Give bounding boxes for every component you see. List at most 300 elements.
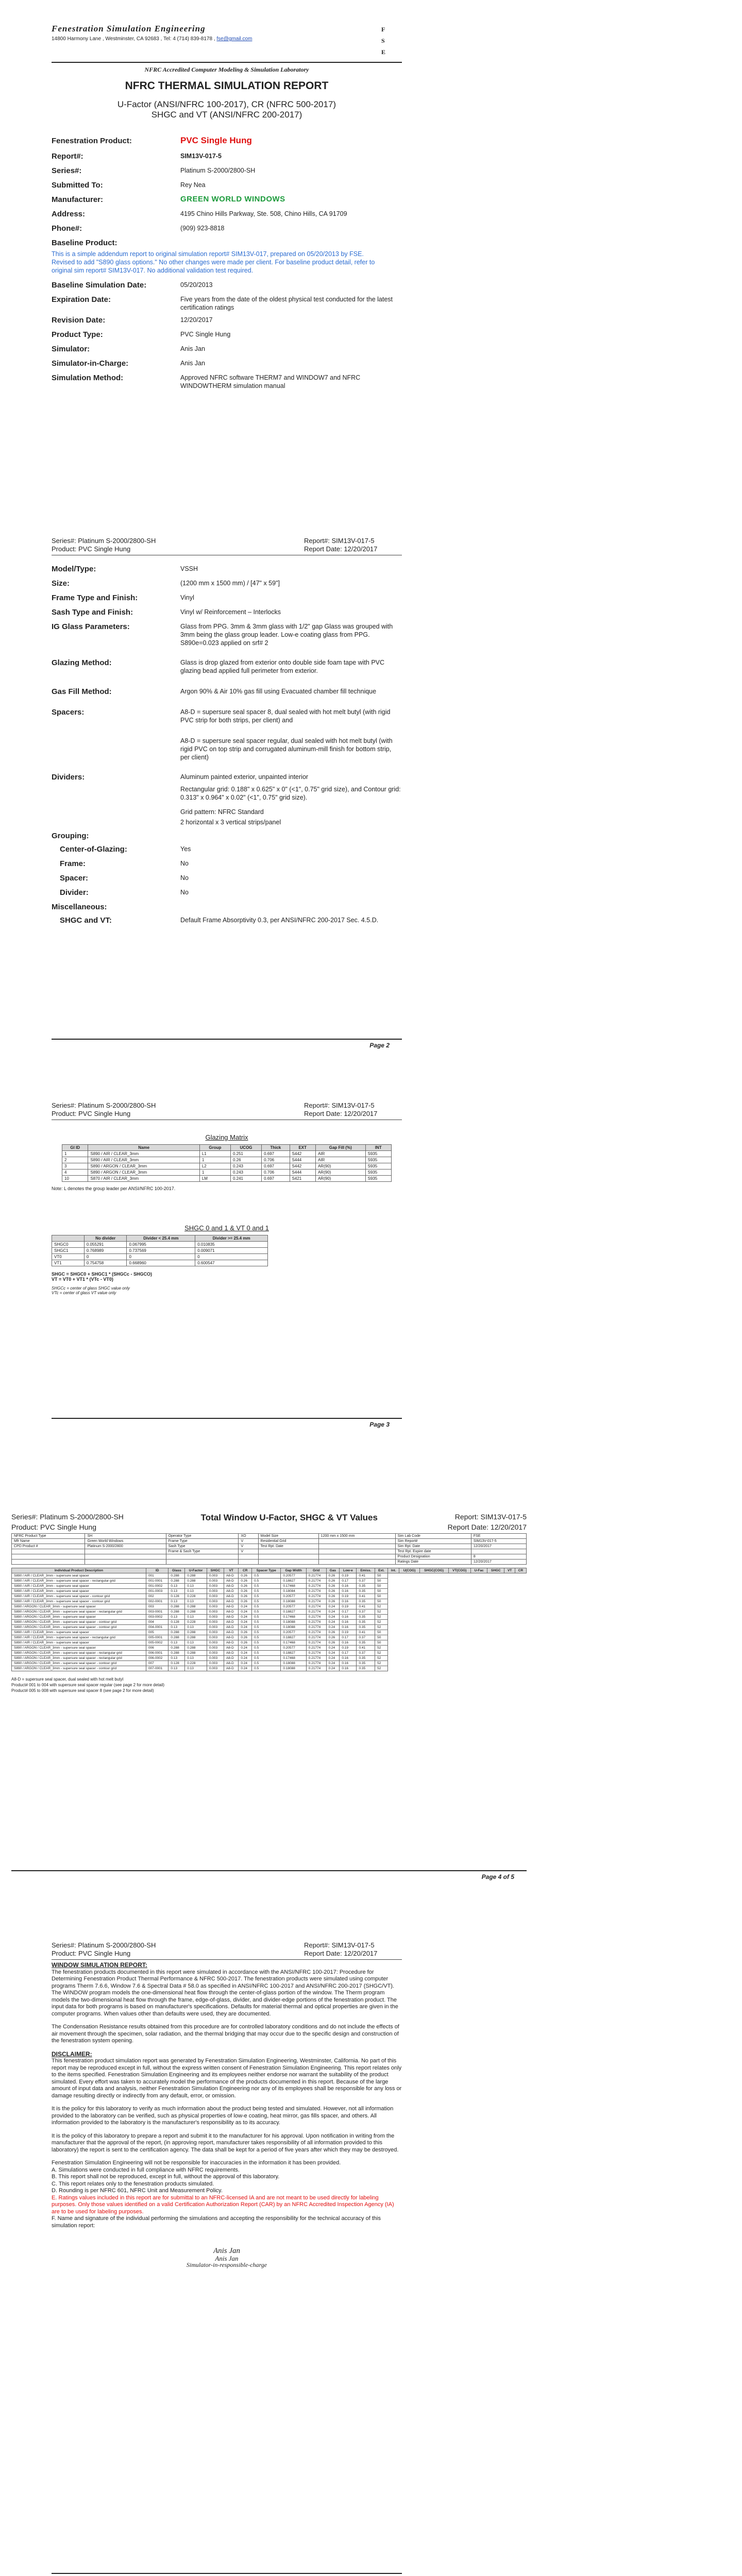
table-cell: Sim Rpt. Date — [395, 1544, 471, 1549]
field-baseline-date: Baseline Simulation Date: 05/20/2013 — [52, 281, 213, 290]
list-item: B. This report shall not be reproduced, except in full, without the approval of this laboratory. — [52, 2174, 280, 2180]
disclaimer-p3: It is the policy of this laboratory to prepare a report and submit it to the manufacturer for his approval. Upon notification in writing from the manufacturer that the approval of the report, (in approving report, manufacturer takes responsibility of all information provided to this laboratory) the report is sent to the certification agency. The data shall be kept for a period of five years after which they may be destroyed. — [52, 2132, 399, 2153]
table-cell — [85, 1549, 166, 1554]
table-cell: 0.288 — [168, 1646, 185, 1651]
field-spacer-group: Spacer: No — [60, 874, 189, 883]
table-cell: AR(90) — [315, 1163, 365, 1170]
table-cell — [318, 1539, 395, 1544]
table-cell: 0.288 — [168, 1579, 185, 1584]
table-cell: 006-0002 — [146, 1656, 168, 1661]
table-row — [52, 1242, 268, 1248]
lab-brand: Fenestration Simulation Engineering — [52, 24, 206, 33]
list-item: A. Simulations were conducted in full compliance with NFRC requirements. — [52, 2166, 240, 2173]
table-cell: 50 — [375, 1573, 388, 1579]
table-cell — [318, 1554, 395, 1560]
table-cell: S890 / ARGON / CLEAR_3mm - supersure seal spacer - rectangular grid — [12, 1651, 146, 1656]
table-cell: 0.288 — [168, 1573, 185, 1579]
column-header: ID — [146, 1568, 168, 1573]
column-header: Gl ID — [62, 1145, 88, 1151]
table-cell: 0.26 — [239, 1584, 252, 1589]
column-header: Group — [199, 1145, 230, 1151]
table-cell: 0.228 — [185, 1594, 207, 1599]
table-cell: 0.228 — [185, 1620, 207, 1625]
table-cell: 0.288 — [185, 1579, 207, 1584]
table-cell: 52 — [375, 1651, 388, 1656]
table-cell: 0.20577 — [281, 1604, 306, 1609]
table-cell: 0.5 — [252, 1609, 281, 1615]
table-cell: L2 — [199, 1163, 230, 1170]
column-header: Int. — [388, 1568, 399, 1573]
column-header: SHGC(COG) — [419, 1568, 448, 1573]
table-cell: 004 — [146, 1620, 168, 1625]
cr-paragraph: The Condensation Resistance results obtained from this procedure are for controlled laboratory conditions and do not include the effects of air movement through the specimen, solar radiation, and the thermal bridging that may occur due to the specific design and construction of the fenestration system opening. — [52, 2024, 399, 2044]
table-cell: Residential Grid — [258, 1539, 318, 1544]
table-row — [62, 1176, 392, 1182]
table-cell: S890 / AIR / CLEAR_3mm - supersure seal spacer - rectangular grid — [12, 1635, 146, 1640]
table-row — [12, 1635, 527, 1640]
table-cell — [85, 1560, 166, 1565]
table-cell: S890 / AIR / CLEAR_3mm — [88, 1151, 199, 1157]
table-cell: 0.35 — [357, 1589, 375, 1594]
table-cell: A8-D — [224, 1604, 238, 1609]
table-cell — [85, 1554, 166, 1560]
table-cell: 001-0003 — [146, 1589, 168, 1594]
page-3-body — [52, 1133, 402, 1295]
table-cell: 0.288 — [185, 1646, 207, 1651]
table-cell: 001-0002 — [146, 1584, 168, 1589]
table-row — [12, 1666, 527, 1671]
table-cell: 0.288 — [185, 1630, 207, 1635]
table-cell — [239, 1554, 258, 1560]
table-cell: 0.16 — [340, 1599, 357, 1604]
table-cell: 0.16 — [340, 1640, 357, 1646]
table-cell: 0.288 — [185, 1573, 207, 1579]
table-cell: 0.26 — [239, 1630, 252, 1635]
table-cell: 0.21774 — [306, 1646, 326, 1651]
field-baseline: Baseline Product: — [52, 239, 117, 247]
lab-email-link[interactable]: fse@gmail.com — [216, 36, 252, 42]
page5-header: Series#: Platinum S-2000/2800-SH Report#: SIM13V-017-5 Product: PVC Single Hung Report Date: 12/20/2017 — [52, 1941, 402, 1960]
table-cell: 0.20577 — [281, 1573, 306, 1579]
table-cell: 0.003 — [207, 1584, 224, 1589]
table-cell — [318, 1544, 395, 1549]
table-cell: 3 — [62, 1163, 88, 1170]
field-frame: Frame Type and Finish: Vinyl — [52, 594, 194, 602]
table-cell: 0.24 — [326, 1625, 340, 1630]
table-cell: 0.5 — [252, 1666, 281, 1671]
table-cell: 0.35 — [357, 1656, 375, 1661]
table-cell: 0.19 — [340, 1604, 357, 1609]
table-cell: 0.17468 — [281, 1656, 306, 1661]
table-cell: S890 / AIR / CLEAR_3mm - supersure seal spacer - rectangular grid — [12, 1579, 146, 1584]
table-cell: Green World Windows — [85, 1539, 166, 1544]
table-cell: 0.288 — [185, 1609, 207, 1615]
field-spacers: Spacers: A8-D = supersure seal spacer 8, dual sealed with hot melt butyl (with rigid PVC strip for both strips, per client) and — [52, 708, 391, 724]
table-cell: 0.5 — [252, 1635, 281, 1640]
table-cell: S890 / AIR / CLEAR_3mm - supersure seal spacer — [12, 1589, 146, 1594]
page-5-body — [52, 1962, 402, 2269]
table-cell: A8-D — [224, 1573, 238, 1579]
table-cell: 0.24 — [326, 1620, 340, 1625]
table-cell: 0.41 — [357, 1630, 375, 1635]
table-cell: A8-D — [224, 1640, 238, 1646]
table-cell — [12, 1554, 85, 1560]
field-series: Series#: Platinum S-2000/2800-SH — [52, 166, 256, 175]
table-cell: 0.19 — [340, 1630, 357, 1635]
shgc-definition: SHGCc = center of glass SHGC value only — [52, 1286, 130, 1291]
column-header — [52, 1235, 85, 1242]
table-cell: AIR — [315, 1151, 365, 1157]
table-cell: 0.5 — [252, 1640, 281, 1646]
list-item: F. Name and signature of the individual performing the simulations and accepting the responsibility for the technical accuracy of this simulation report: — [52, 2215, 381, 2229]
table-cell: A8-D — [224, 1625, 238, 1630]
field-method: Simulation Method: Approved NFRC software THERM7 and WINDOW7 and NFRC WINDOWTHERM simulation manual — [52, 374, 361, 389]
page-2-fields — [52, 565, 402, 937]
table-cell: 0.37 — [357, 1609, 375, 1615]
table-cell: 0.5 — [252, 1661, 281, 1666]
table-cell: 005-0001 — [146, 1635, 168, 1640]
field-submitted: Submitted To: Rey Nea — [52, 181, 206, 190]
table-cell: S421 — [290, 1176, 315, 1182]
table-cell: 0.17468 — [281, 1640, 306, 1646]
table-row — [62, 1151, 392, 1157]
table-cell: 0.24 — [239, 1604, 252, 1609]
table-cell: 0.24 — [239, 1661, 252, 1666]
column-header: Gap Width — [281, 1568, 306, 1573]
field-model: Model/Type: VSSH — [52, 565, 198, 573]
table-cell — [318, 1560, 395, 1565]
table-cell: 0.288 — [185, 1635, 207, 1640]
table-cell: 0.24 — [326, 1646, 340, 1651]
table-cell: 0.17 — [340, 1579, 357, 1584]
table-cell: 0.13 — [168, 1625, 185, 1630]
table-cell: 1 — [199, 1170, 230, 1176]
table-cell: 0.5 — [252, 1579, 281, 1584]
table-cell: LM — [199, 1176, 230, 1182]
field-divider-group: Divider: No — [60, 888, 189, 897]
table-cell: 0.228 — [185, 1661, 207, 1666]
table-cell: SHGC0 — [52, 1242, 85, 1248]
table-cell: 0.26 — [239, 1635, 252, 1640]
field-ig-glass: IG Glass Parameters: Glass from PPG. 3mm & 3mm glass with 1/2" gap Glass was grouped with 3mm being the glass group leader. Low-e coating glass from PPG. S890e=0.023 applied on srf# 2 — [52, 622, 393, 647]
table-cell: 0.26 — [239, 1573, 252, 1579]
table-row — [12, 1604, 527, 1609]
disclaimer-title: DISCLAIMER: — [52, 2050, 92, 2058]
page-4: Series#: Platinum S-2000/2800-SH Total Window U-Factor, SHGC & VT Values Report: SIM13V-017-5 Product: PVC Single Hung Report Date: 12/20/2017 NFRC Product Type SH Operator Type XO Model Size 1200 mm x 1500 mm Sim Lab Code FSE Mfr Name Green World Windows Frame Type V Residential Grid Sim Report# SIM13V-017-5 CPD Product # Platinum S-2000/2800 Sash Type V Test Rpt. Date Sim Rpt. Date 12/20/2017 Frame & Sash Type V Test Rpt. Expire date Product Designation 8 Ratings Date 12/20/2017 Individual Product Description ID Glass U-Factor SHGC VT CR Spacer Type Gap Width Grid Gas Low-e Emiss. Ext. Int. U(COG) SHGC(COG) VT(COG) U-Fac SHGC VT CR S890 / AIR / CLEAR_3mm - supersure seal spacer 001 0.288 0.288 0.003 A8-D 0.26 0.5 0.20577 0.21774 0.26 0.19 0.41 50 S890 / AIR / CLEAR_3mm - supersure seal spacer - rectangular grid 001-0001 0.288 0.288 0.003 A8-D 0.26 0.5 0.18827 0.21774 0.26 0.17 0.37 50 S890 / AIR / CLEAR_3mm - supersure seal spacer 001-0002 0.13 0.13 0.003 A8-D 0.26 0.5 0.17468 0.21774 0.26 0.16 0.35 50 S890 / AIR / CLEAR_3mm - supersure seal spacer 001-0003 0.13 0.13 0.003 A8-D 0.26 0.5 0.18084 0.21774 0.26 0.16 0.35 50 S890 / AIR / CLEAR_3mm - supersure seal spacer - contour grid 002 0.128 0.228 0.003 A8-D 0.26 0.5 0.20577 0.21774 0.26 0.19 0.41 50 S890 / AIR / CLEAR_3mm - supersure seal spacer - contour grid 002-0001 0.13 0.13 0.003 A8-D 0.26 0.5 0.18088 0.21774 0.26 0.16 0.35 50 S890 / ARGON / CLEAR_3mm - supersure seal spacer 003 0.288 0.288 0.003 A8-D 0.24 0.5 0.20577 0.21774 0.24 0.19 0.41 52 S890 / ARGON / CLEAR_3mm - supersure seal spacer - rectangular grid 003-0001 0.288 0.288 0.003 A8-D 0.24 0.5 0.18827 0.21774 0.24 0.17 0.37 52 S890 / ARGON / CLEAR_3mm - supersure seal spacer 003-0002 0.13 0.13 0.003 A8-D 0.24 0.5 0.17468 0.21774 0.24 0.16 0.35 52 S890 / ARGON / CLEAR_3mm - supersure seal spacer - contour grid 004 0.128 0.228 0.003 A8-D 0.24 0.5 0.18088 0.21774 0.24 0.16 0.35 52 S890 / ARGON / CLEAR_3mm - supersure seal spacer - contour grid 004-0001 0.13 0.13 0.003 A8-D 0.24 0.5 0.18088 0.21774 0.24 0.16 0.35 52 S890 / AIR / CLEAR_3mm - supersure seal spacer 005 0.288 0.288 0.003 A8-D 0.26 0.5 0.20577 0.21774 0.26 0.19 0.41 50 S890 / AIR / CLEAR_3mm - supersure seal spacer - rectangular grid 005-0001 0.288 0.288 0.003 A8-D 0.26 0.5 0.18827 0.21774 0.26 0.17 0.37 50 S890 / AIR / CLEAR_3mm - supersure seal spacer 005-0002 0.13 0.13 0.003 A8-D 0.26 0.5 0.17468 0.21774 0.26 0.16 0.35 50 S890 / ARGON / CLEAR_3mm - supersure seal spacer 006 0.288 0.288 0.003 A8-D 0.24 0.5 0.20577 0.21774 0.24 0.19 0.41 52 S890 / ARGON / CLEAR_3mm - supersure seal spacer - rectangular grid 006-0001 0.288 0.288 0.003 A8-D 0.24 0.5 0.18827 0.21774 0.24 0.17 0.37 52 S890 / ARGON / CLEAR_3mm - supersure seal spacer - rectangular grid 006-0002 0.13 0.13 0.003 A8-D 0.24 0.5 0.17468 0.21774 0.24 0.16 0.35 52 S890 / ARGON / CLEAR_3mm - supersure seal spacer - contour grid 007 0.128 0.228 0.003 A8-D 0.24 0.5 0.18088 0.21774 0.24 0.16 0.35 52 S890 / ARGON / CLEAR_3mm - supersure seal spacer - contour grid 007-0001 0.13 0.13 0.003 A8-D 0.24 0.5 0.18088 0.21774 0.24 0.16 0.35 52 A8-D = supersure seal spacer, dual sealed with hot melt butyl Product# 001 to 004 with supersure seal spacer regular (see page 2 for more detail) Product# 005 to 008 with supersure seal spacer 8 (see page 2 for more detail) — [11, 1513, 527, 1693]
table-cell: 0.754758 — [84, 1260, 127, 1266]
table-cell: Frame Type — [166, 1539, 239, 1544]
table-cell: 10 — [62, 1176, 88, 1182]
table-cell: VT0 — [52, 1254, 85, 1260]
table-cell: Model Size — [258, 1534, 318, 1539]
table-cell: 0.17468 — [281, 1615, 306, 1620]
field-address: Address: 4195 Chino Hills Parkway, Ste. 508, Chino Hills, CA 91709 — [52, 210, 347, 218]
table-cell: 003 — [146, 1604, 168, 1609]
column-header: Thick — [262, 1145, 290, 1151]
table-cell: 007-0001 — [146, 1666, 168, 1671]
table-cell: 0.21774 — [306, 1656, 326, 1661]
table-cell: 0.13 — [168, 1599, 185, 1604]
table-cell: 001-0001 — [146, 1579, 168, 1584]
table-cell: 50 — [375, 1640, 388, 1646]
table-cell: 4 — [62, 1170, 88, 1176]
table-cell: 0.003 — [207, 1656, 224, 1661]
table-cell: 0.010835 — [195, 1242, 268, 1248]
table-cell: 0.21774 — [306, 1573, 326, 1579]
table-cell — [166, 1560, 239, 1565]
table-cell: 0.16 — [340, 1661, 357, 1666]
table-cell: S870 / AIR / CLEAR_3mm — [88, 1176, 199, 1182]
table-row — [52, 1260, 268, 1266]
table-cell: A8-D — [224, 1609, 238, 1615]
table-cell: 0.13 — [168, 1640, 185, 1646]
table-header-row — [62, 1145, 392, 1151]
table-cell: 0.20577 — [281, 1646, 306, 1651]
table-cell: A8-D — [224, 1661, 238, 1666]
table-cell: 0.241 — [230, 1176, 261, 1182]
table-cell: 0.18827 — [281, 1651, 306, 1656]
table-row — [12, 1554, 527, 1560]
table-cell: 0.13 — [168, 1615, 185, 1620]
table-cell: 0 — [127, 1254, 195, 1260]
table-cell: VT1 — [52, 1260, 85, 1266]
table-cell: S890 / AIR / CLEAR_3mm - supersure seal spacer — [12, 1584, 146, 1589]
table-cell: 0.243 — [230, 1170, 261, 1176]
table-cell: 0.003 — [207, 1589, 224, 1594]
table-cell: 0.26 — [230, 1157, 261, 1163]
table-cell: 003-0001 — [146, 1609, 168, 1615]
table-cell: 0.13 — [185, 1656, 207, 1661]
column-header: Low-e — [340, 1568, 357, 1573]
signature: Anis Jan — [213, 2247, 241, 2255]
field-dividers: Dividers: Aluminum painted exterior, unpainted interior — [52, 773, 309, 782]
table-cell: AR(90) — [315, 1170, 365, 1176]
table-cell: 0.5 — [252, 1656, 281, 1661]
table-cell: 52 — [375, 1656, 388, 1661]
table-cell: 52 — [375, 1615, 388, 1620]
page3-header: Series#: Platinum S-2000/2800-SH Report#: SIM13V-017-5 Product: PVC Single Hung Report Date: 12/20/2017 — [52, 1101, 402, 1120]
table-cell: 0.21774 — [306, 1630, 326, 1635]
disclaimer-list — [52, 2167, 402, 2230]
table-cell: 001 — [146, 1573, 168, 1579]
table-cell: 0.768989 — [84, 1248, 127, 1254]
table-cell: SH — [85, 1534, 166, 1539]
table-cell: 0.35 — [357, 1625, 375, 1630]
product-fields — [52, 137, 402, 392]
window-values-table — [11, 1568, 527, 1671]
field-frame-group: Frame: No — [60, 859, 189, 868]
table-cell: S890 / ARGON / CLEAR_3mm - supersure seal spacer - contour grid — [12, 1666, 146, 1671]
field-product: Fenestration Product: PVC Single Hung — [52, 135, 252, 145]
table-cell: 0.737569 — [127, 1248, 195, 1254]
table-cell: 0.055291 — [84, 1242, 127, 1248]
field-simulator: Simulator: Anis Jan — [52, 345, 205, 353]
column-header: U-Fac — [470, 1568, 487, 1573]
table-cell: 0.5 — [252, 1620, 281, 1625]
table-cell: 0.24 — [239, 1609, 252, 1615]
field-dividers-2: Rectangular grid: 0.188" x 0.625" x 0" (<1", 0.75" grid size), and Contour grid: 0.313" x 0.964" x 0.02" (<1", 0.75" grid size). — [180, 786, 401, 801]
page2-header: Series#: Platinum S-2000/2800-SH Report#: SIM13V-017-5 Product: PVC Single Hung Report Date: 12/20/2017 — [52, 537, 402, 555]
accreditation-line: NFRC Accredited Computer Modeling & Simulation Laboratory — [52, 62, 402, 74]
report-title: NFRC THERMAL SIMULATION REPORT — [125, 80, 329, 92]
table-cell: 0.24 — [239, 1651, 252, 1656]
table-row — [12, 1539, 527, 1544]
table-cell — [318, 1549, 395, 1554]
table-cell: 0.24 — [326, 1604, 340, 1609]
table-row — [12, 1544, 527, 1549]
table-cell: 0.697 — [262, 1163, 290, 1170]
table-cell: 0.21774 — [306, 1620, 326, 1625]
field-expiration: Expiration Date: Five years from the date of the oldest physical test conducted for the latest certification ratings — [52, 295, 393, 311]
table-cell: 0.16 — [340, 1620, 357, 1625]
field-manufacturer: Manufacturer: GREEN WORLD WINDOWS — [52, 195, 285, 204]
table-cell: S890 / AIR / CLEAR_3mm — [88, 1157, 199, 1163]
table-cell — [166, 1554, 239, 1560]
table-cell: 2 — [62, 1157, 88, 1163]
table-cell: 0.26 — [239, 1579, 252, 1584]
table-cell: 0.251 — [230, 1151, 261, 1157]
table-cell: 0.24 — [239, 1656, 252, 1661]
table-cell: 0.5 — [252, 1594, 281, 1599]
table-cell: Ratings Date — [395, 1560, 471, 1565]
page-1 — [52, 0, 402, 392]
table-cell: S890 / AIR / CLEAR_3mm - supersure seal spacer — [12, 1630, 146, 1635]
field-report: Report#: SIM13V-017-5 — [52, 152, 222, 161]
table-cell: 0.13 — [185, 1625, 207, 1630]
table-cell: 0.21774 — [306, 1589, 326, 1594]
table-cell: 12/20/2017 — [471, 1544, 526, 1549]
table-cell: 52 — [375, 1609, 388, 1615]
table-cell: 0.26 — [326, 1599, 340, 1604]
table-cell: 50 — [375, 1630, 388, 1635]
column-header: Ext. — [375, 1568, 388, 1573]
table-cell: 0.18088 — [281, 1661, 306, 1666]
table-cell: 0.288 — [185, 1651, 207, 1656]
table-cell: Test Rpt. Expire date — [395, 1549, 471, 1554]
glazing-matrix-title: Glazing Matrix — [205, 1133, 248, 1141]
table-cell: 52 — [375, 1625, 388, 1630]
table-cell: 0.18088 — [281, 1599, 306, 1604]
table-cell: 0.24 — [326, 1666, 340, 1671]
sim-report-summary: The fenestration products documented in this report were simulated in accordance with the ANSI/NFRC 100-2017: Procedure for Determining Fenestration Product Thermal Performance & NFRC 500-2017. The fenestration products were simulated using computer programs Therm 7.6.6, Window 7.6 & Spectral Data # 58.0 as specified in ANSI/NFRC 100-2017 and ANSI/NFRC 200-2017 (SHGC/VT). The WINDOW program models the one-dimensional heat flow through the center-of-glass portion of the window. The Therm program models the two-dimensional heat flow through the frame, edge-of-glass, divider, and divider-edge portions of the fenestration product. The input data for both programs is based on manufacturer's specifications. Defaults for material thermal and optical properties are given in the computer programs. When values other than defaults were used, they are documented. — [52, 1969, 398, 2017]
table-cell: 0.35 — [357, 1620, 375, 1625]
disclaimer-p4: Fenestration Simulation Engineering will not be responsible for inaccuracies in the information it has been provided. — [52, 2160, 341, 2166]
table-cell: 0.003 — [207, 1661, 224, 1666]
table-cell: S935 — [365, 1170, 391, 1176]
field-misc: Miscellaneous: — [52, 903, 107, 911]
lab-address: 14800 Harmony Lane , Westminster, CA 92683 , Tel: 4 (714) 839-8178 , fse@gmail.com — [52, 36, 252, 42]
field-sash: Sash Type and Finish: Vinyl w/ Reinforcement – Interlocks — [52, 608, 281, 617]
table-cell: 50 — [375, 1599, 388, 1604]
table-cell: 12/20/2017 — [471, 1560, 526, 1565]
table-row — [12, 1661, 527, 1666]
table-cell: S890 / ARGON / CLEAR_3mm - supersure seal spacer - contour grid — [12, 1625, 146, 1630]
table-cell: 0.288 — [168, 1651, 185, 1656]
table-cell: 0.21774 — [306, 1661, 326, 1666]
column-header: Gas — [326, 1568, 340, 1573]
column-header: CR — [239, 1568, 252, 1573]
field-grid-strips: 2 horizontal x 3 vertical strips/panel — [180, 819, 281, 826]
table-cell: 52 — [375, 1646, 388, 1651]
table-cell: 0.21774 — [306, 1579, 326, 1584]
table-cell: 0.26 — [239, 1589, 252, 1594]
field-spacers-2: A8-D = supersure seal spacer regular, dual sealed with hot melt butyl (with rigid PVC on top strip and corrugated aluminum-mill finish for bottom strip, per client) — [180, 737, 393, 761]
table-cell: S890 / ARGON / CLEAR_3mm - supersure seal spacer - rectangular grid — [12, 1656, 146, 1661]
table-cell: S890 / ARGON / CLEAR_3mm - supersure seal spacer - contour grid — [12, 1620, 146, 1625]
table-header-row — [12, 1568, 527, 1573]
table-cell: 0.5 — [252, 1630, 281, 1635]
column-header: Glass — [168, 1568, 185, 1573]
table-cell: Mfr Name — [12, 1539, 85, 1544]
column-header: EXT — [290, 1145, 315, 1151]
field-cog: Center-of-Glazing: Yes — [60, 845, 191, 854]
column-header: No divider — [84, 1235, 127, 1242]
table-cell: 0.24 — [239, 1666, 252, 1671]
column-header: Name — [88, 1145, 199, 1151]
table-row — [12, 1549, 527, 1554]
table-cell: 0.19 — [340, 1573, 357, 1579]
table-cell: A8-D — [224, 1584, 238, 1589]
page-number: Page 4 of 5 — [481, 1873, 514, 1880]
table-cell: 52 — [375, 1604, 388, 1609]
table-cell: 0.16 — [340, 1615, 357, 1620]
table-cell: SHGC1 — [52, 1248, 85, 1254]
table-cell: 0.26 — [326, 1640, 340, 1646]
column-header: CR — [515, 1568, 526, 1573]
table-row — [62, 1170, 392, 1176]
table-cell: A8-D — [224, 1656, 238, 1661]
table-cell: 0.17 — [340, 1651, 357, 1656]
table-cell: S935 — [365, 1163, 391, 1170]
table-cell: 50 — [375, 1594, 388, 1599]
table-cell: 0.24 — [239, 1615, 252, 1620]
table-cell: 0.20577 — [281, 1594, 306, 1599]
table-cell: 002 — [146, 1594, 168, 1599]
table-cell: 0.003 — [207, 1625, 224, 1630]
table-cell: AR(90) — [315, 1176, 365, 1182]
table-cell: 0.18827 — [281, 1609, 306, 1615]
table-cell: 0 — [84, 1254, 127, 1260]
table-cell: FSE — [471, 1534, 526, 1539]
table-cell: 0.21774 — [306, 1609, 326, 1615]
table-cell: 0.26 — [239, 1599, 252, 1604]
table-header-row — [52, 1235, 268, 1242]
table-cell: 52 — [375, 1620, 388, 1625]
table-cell: 0.24 — [239, 1646, 252, 1651]
table-cell: 0.26 — [326, 1635, 340, 1640]
table-cell: V — [239, 1544, 258, 1549]
table-cell — [471, 1549, 526, 1554]
table-cell: S890 / ARGON / CLEAR_3mm - supersure seal spacer — [12, 1646, 146, 1651]
table-cell: 0.697 — [262, 1151, 290, 1157]
table-cell: V — [239, 1539, 258, 1544]
page2-footer — [52, 1039, 402, 1049]
table-row — [12, 1594, 527, 1599]
table-cell: 0.5 — [252, 1651, 281, 1656]
table-cell: S890 / ARGON / CLEAR_3mm - supersure seal spacer — [12, 1604, 146, 1609]
table-cell: 0.35 — [357, 1599, 375, 1604]
table-cell: 0.697 — [262, 1176, 290, 1182]
table-cell: 0.19 — [340, 1646, 357, 1651]
table-cell: A8-D — [224, 1594, 238, 1599]
table-cell: 0.128 — [168, 1661, 185, 1666]
table-cell: 0.21774 — [306, 1615, 326, 1620]
table-cell: 0.5 — [252, 1646, 281, 1651]
table-cell: Frame & Sash Type — [166, 1549, 239, 1554]
page4-title: Total Window U-Factor, SHGC & VT Values — [200, 1513, 378, 1522]
table-cell: 0.41 — [357, 1573, 375, 1579]
list-item: E. Ratings values included in this report are for submittal to an NFRC-licensed IA and are not meant to be used directly for labeling purposes. Only those values identified on a valid Certification Authorization Report (CAR) by an NFRC Accredited Inspection Agency (IA) are to be used for labeling purposes. — [52, 2194, 394, 2215]
